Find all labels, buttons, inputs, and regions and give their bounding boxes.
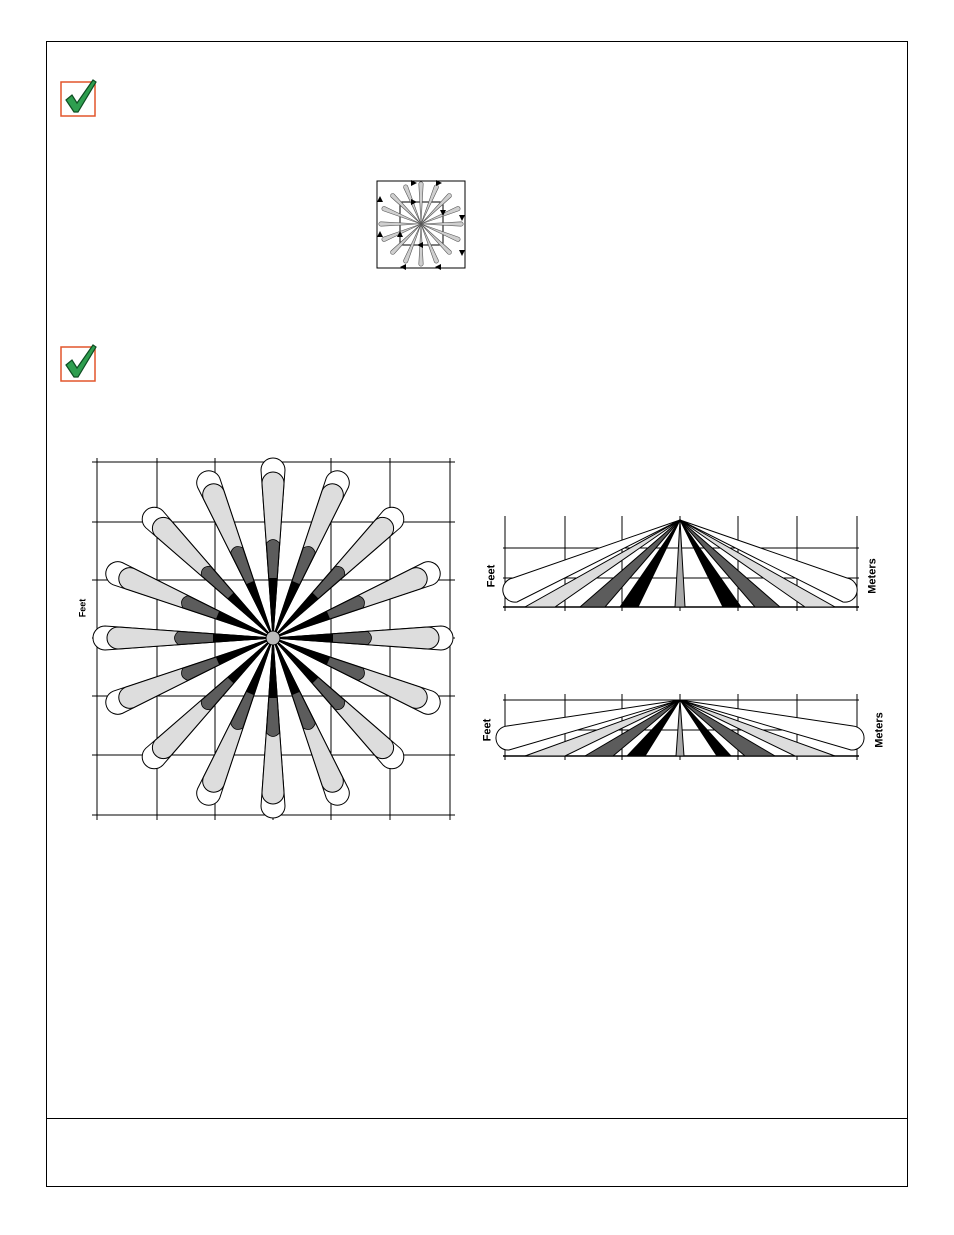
walk-test-diagram <box>372 176 472 272</box>
small-ray <box>419 182 423 224</box>
side-view-pattern-2 <box>495 690 865 762</box>
side-view-2-right-label: Meters <box>873 712 886 748</box>
side-view-2-left-label: Feet <box>481 718 494 742</box>
detection-beam <box>675 520 685 607</box>
coverage-lobe <box>137 502 281 646</box>
top-view-axis-label: Feet <box>77 598 88 618</box>
side-view-1-left-label: Feet <box>485 564 498 588</box>
detection-beam <box>676 700 684 756</box>
small-ray <box>390 222 423 255</box>
coverage-lobe <box>261 638 285 818</box>
checkmark-icon <box>60 78 96 118</box>
coverage-lobe <box>261 458 285 638</box>
small-ray <box>421 222 463 226</box>
checkmark-icon <box>60 343 96 383</box>
coverage-lobe <box>265 630 409 774</box>
coverage-lobe <box>265 502 409 646</box>
footer-divider <box>46 1118 908 1119</box>
coverage-lobe <box>93 626 273 650</box>
side-view-pattern-1 <box>495 512 865 614</box>
side-view-1-right-label: Meters <box>866 558 879 594</box>
small-ray <box>419 222 452 255</box>
coverage-lobe <box>273 626 453 650</box>
small-ray <box>419 193 452 226</box>
coverage-lobe <box>137 630 281 774</box>
top-view-coverage-pattern <box>80 450 470 830</box>
small-ray <box>390 193 423 226</box>
